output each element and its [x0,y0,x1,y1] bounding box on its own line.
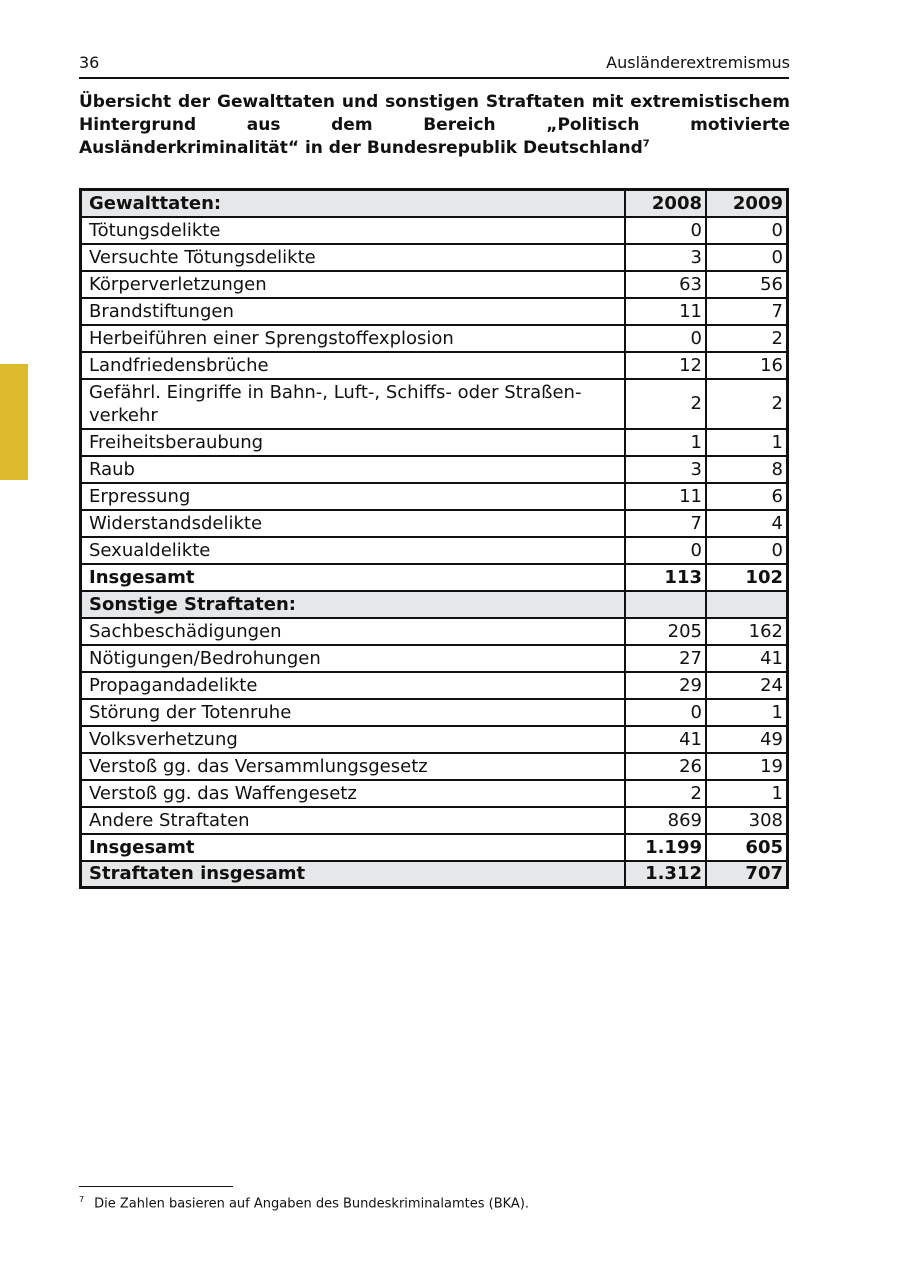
table-row [81,726,788,753]
grand-total-row [81,861,788,888]
value-2008: 205 [625,618,706,645]
value-2008: 7 [625,510,706,537]
footnote-rule [79,1186,233,1187]
row-label: Andere Straftaten [81,807,626,834]
footnote-text: Die Zahlen basieren auf Angaben des Bundeskriminalamtes (BKA). [94,1196,530,1212]
row-label: Verstoß gg. das Waffengesetz [81,780,626,807]
row-label: Freiheitsberaubung [81,429,626,456]
row-label: Sexualdelikte [81,537,626,564]
value-2009: 1 [706,699,788,726]
value-2009: 605 [706,834,788,861]
heading-text: Übersicht der Gewalttaten und sonstigen Straftaten mit extremistischem Hintergrund aus dem Bereich „Politisch motivierte Ausländerkriminalität“ in der Bundesrepublik Deutschland [79,92,790,158]
value-2008: 869 [625,807,706,834]
value-2009: 0 [706,537,788,564]
value-2009: 7 [706,298,788,325]
value-2009: 4 [706,510,788,537]
value-2009: 16 [706,352,788,379]
value-2009: 102 [706,564,788,591]
row-label: Straftaten insgesamt [81,861,626,888]
value-2009: 8 [706,456,788,483]
subtotal-row [81,834,788,861]
value-2009: 162 [706,618,788,645]
row-label: Erpressung [81,483,626,510]
value-2008: 41 [625,726,706,753]
table-row [81,618,788,645]
row-label: Nötigungen/Bedrohungen [81,645,626,672]
row-label: Verstoß gg. das Versammlungsgesetz [81,753,626,780]
row-label: Brandstiftungen [81,298,626,325]
row-label: Insgesamt [81,834,626,861]
value-2009: 0 [706,244,788,271]
table-row [81,325,788,352]
header-rule [79,77,789,79]
table-row [81,429,788,456]
table-row [81,510,788,537]
section-title: Gewalttaten: [81,190,626,217]
row-label: Versuchte Tötungsdelikte [81,244,626,271]
chapter-color-tab [0,364,28,480]
value-2008: 2 [625,379,706,429]
footnote-reference: 7 [642,138,650,150]
table-row [81,780,788,807]
value-2008: 113 [625,564,706,591]
footnote [79,1191,529,1212]
empty-cell [625,591,706,618]
value-2008: 27 [625,645,706,672]
value-2008: 12 [625,352,706,379]
value-2009: 24 [706,672,788,699]
row-label: Landfriedensbrüche [81,352,626,379]
value-2008: 0 [625,325,706,352]
value-2008: 11 [625,483,706,510]
value-2009: 56 [706,271,788,298]
row-label: Körperverletzungen [81,271,626,298]
value-2009: 19 [706,753,788,780]
table-row [81,298,788,325]
crime-statistics-table [79,188,789,889]
value-2009: 707 [706,861,788,888]
row-label: Störung der Totenruhe [81,699,626,726]
value-2009: 308 [706,807,788,834]
table-row [81,483,788,510]
row-label: Volksverhetzung [81,726,626,753]
row-label: Propagandadelikte [81,672,626,699]
empty-cell [706,591,788,618]
table-row [81,271,788,298]
subtotal-row [81,564,788,591]
row-label: Tötungsdelikte [81,217,626,244]
value-2009: 49 [706,726,788,753]
row-label: Widerstandsdelikte [81,510,626,537]
column-header-year: 2009 [706,190,788,217]
value-2008: 1.199 [625,834,706,861]
value-2008: 2 [625,780,706,807]
value-2008: 0 [625,537,706,564]
value-2009: 6 [706,483,788,510]
table-row [81,672,788,699]
value-2008: 29 [625,672,706,699]
page-number: 36 [79,53,100,72]
table-row [81,753,788,780]
table-heading [79,91,790,160]
table-row [81,352,788,379]
table-row [81,456,788,483]
row-label: Gefährl. Eingriffe in Bahn-, Luft-, Schiffs- oder Straßen-verkehr [81,379,626,429]
section-header-row [81,190,788,217]
value-2008: 1.312 [625,861,706,888]
running-header: Ausländerextremismus [606,53,790,72]
value-2009: 0 [706,217,788,244]
column-header-year: 2008 [625,190,706,217]
value-2008: 0 [625,699,706,726]
section-title: Sonstige Straftaten: [81,591,626,618]
value-2008: 63 [625,271,706,298]
row-label: Herbeiführen einer Sprengstoffexplosion [81,325,626,352]
value-2008: 1 [625,429,706,456]
value-2008: 26 [625,753,706,780]
table-row [81,699,788,726]
row-label: Sachbeschädigungen [81,618,626,645]
value-2008: 3 [625,244,706,271]
value-2008: 3 [625,456,706,483]
value-2009: 2 [706,379,788,429]
table-row [81,537,788,564]
value-2009: 2 [706,325,788,352]
value-2009: 1 [706,780,788,807]
table-row [81,379,788,429]
value-2009: 41 [706,645,788,672]
section-header-row [81,591,788,618]
value-2008: 0 [625,217,706,244]
value-2009: 1 [706,429,788,456]
footnote-marker: 7 [79,1195,85,1204]
table-row [81,807,788,834]
row-label: Raub [81,456,626,483]
table-row [81,645,788,672]
row-label: Insgesamt [81,564,626,591]
table-row [81,217,788,244]
value-2008: 11 [625,298,706,325]
table-row [81,244,788,271]
